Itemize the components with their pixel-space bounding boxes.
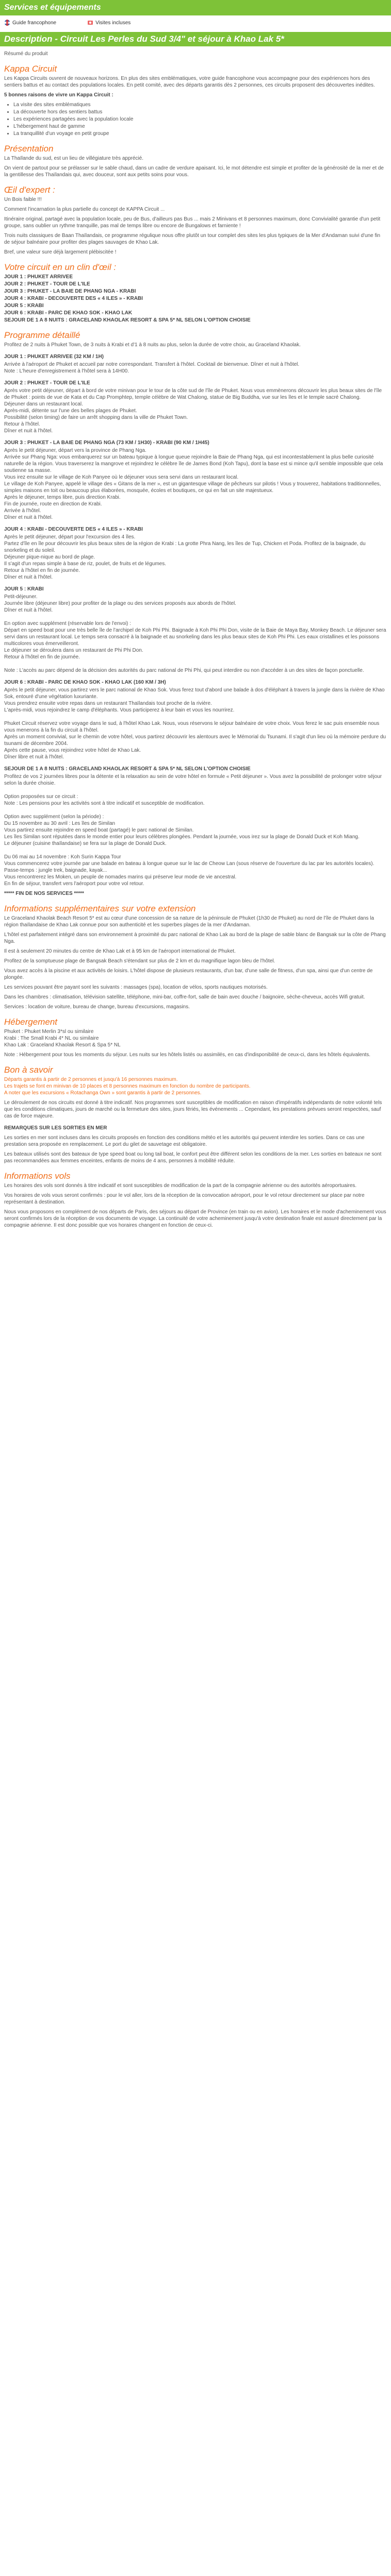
itinerary-day: JOUR 4 : KRABI - DECOUVERTE DES « 4 ILES » - KRABI	[4, 296, 143, 301]
day-text: Profitez de vos 2 journées libres pour la détente et la relaxation au sein de votre hôtel en formule « Petit déjeuner ». Vous avez la possibilité de prolonger votre séjour selon la durée choisie. Option proposées sur ce circuit : Note : Les pensions pour les activités sont à titre indicatif et susceptible de modification. Option avec supplément (selon la période) : Du 15 novembre au 30 avril : Les îles de Similan Vous partirez ensuite rejoindre en speed boat (partagé) le parc national de Similan. Les îles Similan sont réputées dans le monde entier pour leurs célèbres plongées. Pendant la journée, vous irez sur la plage de Donald Duck et Koh Miang. Le déjeuner (cuisine thaïlandaise) se fera sur la plage de Donald Duck. Du 06 mai au 14 novembre : Koh Surin Kappa Tour Vous commencerez votre journée par une balade en bateau à longue queue sur le lac de Cheow Lan (sous réserve de l'ouverture du lac par les autorités locales). Passe-temps : jungle trek, baignade, kayak... Vous rencontrerez les Moken, un peuple de nomades marins qui préserve leur mode de vie ancestral. En fin de séjour, transfert vers l'aéroport pour votre vol retour.	[4, 774, 382, 887]
programme-title: Programme détaillé	[4, 330, 80, 340]
itinerary-day: JOUR 5 : KRABI	[4, 303, 44, 309]
remarks-title: REMARQUES SUR LES SORTIES EN MER	[4, 1125, 107, 1131]
day-title: JOUR 1 : PHUKET ARRIVEE (32 KM / 1H)	[4, 354, 104, 360]
programme-day	[4, 586, 387, 674]
flights-title: Informations vols	[4, 1171, 71, 1181]
description-banner: Description - Circuit Les Perles du Sud 3/4" et séjour à Khao Lak 5*	[0, 32, 391, 46]
expert-line: Un Bois faible !!!	[4, 197, 42, 202]
itinerary-list	[4, 274, 387, 324]
presentation-p2: On vient de partout pour se prélasser sur le sable chaud, dans un cadre de verdure apaisant. Ici, le mot détendre est simple et profiter de la générosité de la mer et de la gentillesse des Thaïlandais qui, avec douceur, sont aux petits soins pour vous.	[4, 165, 384, 178]
bon-p: Les sorties en mer sont incluses dans les circuits proposés en fonction des conditions météo et les autorités qui peuvent interdire les sorties. Dans ce cas une prestation sera proposée en remplacement. Le port du gilet de sauvetage est obligatoire.	[4, 1135, 365, 1147]
bon-orange-line: Départs garantis à partir de 2 personnes et jusqu'à 16 personnes maximum.	[4, 1077, 178, 1082]
day-title: JOUR 3 : PHUKET - LA BAIE DE PHANG NGA (73 KM / 1H30) - KRABI (90 KM / 1H45)	[4, 440, 209, 446]
programme-day	[4, 679, 387, 760]
infos-p: Dans les chambres : climatisation, télévision satellite, téléphone, mini-bar, coffre-fort, salle de bain avec douche / baignoire, sèche-cheveux, accès Wifi gratuit.	[4, 994, 365, 1000]
day-title: JOUR 6 : KRABI - PARC DE KHAO SOK - KHAO LAK (160 KM / 3H)	[4, 680, 166, 685]
expert-line: Comment l'incarnation la plus partielle du concept de KAPPA Circuit ...	[4, 207, 165, 212]
expert-line: Bref, une valeur sure déjà largement plébiscitée !	[4, 249, 117, 255]
day-text: Après votre petit déjeuner, départ à bord de votre minivan pour le tour de la côte sud de l'île de Phuket. Nous vous emmènerons découvrir les plus beaux sites de l'île de Phuket : points de vue de Kata et du Cap Promphtep, temple célèbre de Wat Chalong, statue de Big Buddha, vue sur les îles et le temple sacré Chalong. Déjeuner dans un restaurant local. Après-midi, détente sur l'une des belles plages de Phuket. Possibilité (selon timing) de faire un arrêt shopping dans la ville de Phuket Town. Retour à l'hôtel. Dîner et nuit à l'hôtel.	[4, 388, 382, 434]
kappa-intro: Les Kappa Circuits ouvrent de nouveaux horizons. En plus des sites emblématiques, votre guide francophone vous accompagne pour des expériences hors des sentiers battus et au contact des populations locales. En petit comité, avec des départs garantis dès 2 personnes, ces circuits proposent des découvertes inédites.	[4, 76, 375, 88]
infos-p: Vous avez accès à la piscine et aux activités de loisirs. L'hôtel dispose de plusieurs restaurants, d'un bar, d'une salle de fitness, d'un spa, ainsi que d'un centre de plongée.	[4, 968, 373, 980]
programme-day	[4, 380, 387, 434]
expert-line: Trois nuits classiques de Baan Thaïlandais, ce programme régulique nous offre plutôt un tour complet des sites les plus typiques de la Mer d'Andaman suivi d'une fin de séjour balnéaire pour profiter des plages sauvages de Khao Lak.	[4, 233, 381, 245]
list-item: • La tranquillité d'un voyage en petit groupe	[13, 130, 387, 137]
infos-title: Informations supplémentaires sur votre extension	[4, 904, 196, 913]
hebergement-note: Note : Hébergement pour tous les moments du séjour. Les nuits sur les hôtels listés ou assimilés, en cas d'indisponibilité de ceux-ci, dans les hôtels équivalents.	[4, 1052, 371, 1058]
bon-orange-line: Les trajets se font en minivan de 10 places et 8 personnes maximum en fonction du nombre de participants.	[4, 1083, 251, 1089]
list-item: • La visite des sites emblématiques	[13, 101, 387, 108]
itinerary-day: JOUR 3 : PHUKET - LA BAIE DE PHANG NGA - KRABI	[4, 289, 136, 294]
infos-p: Profitez de la somptueuse plage de Bangsak Beach s'étendant sur plus de 2 km et du magnifique lagon bleu de l'hôtel.	[4, 958, 275, 964]
visits-label: Visites incluses	[95, 20, 131, 26]
guide-icon	[4, 20, 10, 26]
list-item: • L'hébergement haut de gamme	[13, 123, 387, 130]
flights-p: Les horaires des vols sont donnés à titre indicatif et sont susceptibles de modification de la part de la compagnie aérienne ou des autorités aéroportuaires.	[4, 1183, 357, 1189]
programme-day	[4, 766, 387, 887]
infos-p: Il est à seulement 20 minutes du centre de Khao Lak et à 95 km de l'aéroport international de Phuket.	[4, 948, 236, 954]
day-text: Après le petit déjeuner, départ pour l'excursion des 4 îles. Partez d'île en île pour découvrir les plus beaux sites de la région de Krabi : La grotte Phra Nang, les îles de Tup, Chicken et Poda. Profitez de la baignade, du snorkeling et du soleil. Déjeuner pique-nique au bord de plage. Il s'agit d'un repas simple à base de riz, poulet, de fruits et de légumes. Retour à l'hôtel en fin de journée. Dîner et nuit à l'hôtel.	[4, 534, 366, 580]
programme-day	[4, 353, 387, 375]
end-of-services: ***** FIN DE NOS SERVICES *****	[4, 891, 84, 896]
guide-chip	[4, 20, 56, 26]
bon-p: Les bateaux utilisés sont des bateaux de type speed boat ou long tail boat, le confort peut être différent selon les conditions de la mer. Les sorties en bateaux ne sont pas recommandées aux femmes enceintes, enfants de moins de 4 ans, personnes à mobilité réduite.	[4, 1151, 382, 1164]
summary-label: Résumé du produit	[4, 51, 48, 57]
bon-p: Le déroulement de nos circuits est donné à titre indicatif. Nos programmes sont susceptibles de modification en raison d'impératifs indépendants de notre volonté tels que les conditions climatiques, jours de marché ou la fermeture des sites, jours fériés, les événements ... Cependant, les prestations prévues seront respectées, sauf cas de force majeure.	[4, 1100, 382, 1119]
presentation-title: Présentation	[4, 144, 54, 154]
guide-label: Guide francophone	[12, 20, 57, 26]
flights-p: Vos horaires de vols vous seront confirmés : pour le vol aller, lors de la réception de la convocation aéroport, pour le vol retour directement sur place par notre représentant à destination.	[4, 1193, 365, 1205]
day-text: Petit-déjeuner. Journée libre (déjeuner libre) pour profiter de la plage ou des services proposés aux abords de l'hôtel. Dîner et nuit à l'hôtel. En option avec supplément (réservable lors de l'envoi) : Départ en speed boat pour une très belle île de l'archipel de Koh Phi Phi. Baignade à Koh Phi Phi Don, visite de la Baie de Maya Bay, Monkey Beach. Le déjeuner sera servi dans un restaurant local. Le temps sera consacré à la baignade et au snorkeling dans les plus beaux sites de Koh Phi Phi. Les eaux cristallines et les poissons multicolores vous émerveilleront. Le déjeuner se déroulera dans un restaurant de Phi Phi Don. Retour à l'hôtel en fin de journée. Note : L'accès au parc dépend de la décision des autorités du parc national de Phi Phi, qui peut interdire ou non d'accéder à un des sites de façon ponctuelle.	[4, 594, 386, 673]
list-item: • Les expériences partagées avec la population locale	[13, 116, 387, 123]
visits-chip	[87, 20, 131, 26]
programme-day	[4, 439, 387, 521]
kappa-reasons-list	[13, 101, 387, 137]
day-text: Arrivée à l'aéroport de Phuket et accueil par notre correspondant. Transfert à l'hôtel. Cocktail de bienvenue. Dîner et nuit à l'hôtel. Note : L'heure d'enregistrement à l'hôtel sera à 14H00.	[4, 362, 300, 374]
expert-title: Œil d'expert :	[4, 185, 55, 195]
services-banner: Services et équipements	[0, 0, 391, 15]
day-title: JOUR 2 : PHUKET - TOUR DE L'ILE	[4, 380, 90, 386]
day-text: Après le petit déjeuner, départ vers la province de Phang Nga. Arrivée sur Phang Nga: vous embarquerez sur un bateau typique à longue queue rejoindre la Baie de Phang Nga, qui est incontestablement la plus belle curiosité naturelle de la région. Vous traverserez la mangrove et rejoindrez le célèbre île de James Bond (Koh Tapu), dont la base est si mince qu'il semble impossible que cela soutienne sa masse. Vous irez ensuite sur le village de Koh Panyee où le déjeuner vous sera servi dans un restaurant local. Le village de Koh Panyee, appelé le village des « Gitans de la mer », est un gigantesque village de pêcheurs sur pilotis ! Vous y trouverez, habitations traditionnelles, simples maisons en toit ou beaucoup plus élaborées, mosquée, écoles et boutiques, ce qui en fait un site majestueux. Après le déjeuner, temps libre, puis direction Krabi. Fin de journée, route en direction de Krabi. Arrivée à l'hôtel. Dîner et nuit à l'hôtel.	[4, 448, 383, 520]
itinerary-title: Votre circuit en un clin d'œil :	[4, 262, 117, 272]
programme-intro: Profitez de 2 nuits à Phuket Town, de 3 nuits à Krabi et d'1 à 8 nuits au plus, selon la durée de votre choix, au Graceland Khaolak.	[4, 342, 301, 348]
infos-p: Les services pouvant être payant sont les suivants : massages (spa), location de vélos, sports nautiques motorisés.	[4, 985, 268, 990]
day-title: JOUR 4 : KRABI - DECOUVERTE DES « 4 ILES » - KRABI	[4, 527, 143, 532]
itinerary-day: JOUR 1 : PHUKET ARRIVEE	[4, 274, 73, 280]
day-title: JOUR 5 : KRABI	[4, 586, 44, 592]
content	[0, 50, 391, 1229]
services-row	[0, 15, 391, 30]
bon-orange-line: A noter que les excursions « Rotachanga Own » sont garantis à partir de 2 personnes.	[4, 1090, 202, 1096]
infos-p: Services : location de voiture, bureau de change, bureau d'excursions, magasins.	[4, 1004, 190, 1010]
day-text: Après le petit déjeuner, vous partirez vers le parc national de Khao Sok. Vous ferez tout d'abord une balade à dos d'éléphant à travers la jungle dans la rivière de Khao Sok, entouré d'une végétation luxuriante. Vous prendrez ensuite votre repas dans un restaurant Thaïlandais tout proche de la rivière. L'après-midi, vous rejoindrez le camp d'éléphants. Vous participerez à leur bain et vous les nourrirez. Phuket Circuit réservez votre voyage dans le sud, à l'hôtel Khao Lak. Nous, vous réservons le séjour balnéaire de votre choix. Vous ferez le sac puis ensemble nous vous menerons à la fin du circuit à l'hôtel. Après un moment convivial, sur le chemin de votre hôtel, vous partirez découvrir les alentours avec le Mémorial du Tsunami. Il s'agit d'un lieu où la mémoire perdure du tsunami de décembre 2004. Après cette pause, vous rejoindrez votre hôtel de Khao Lak. Dîner libre et nuit à l'hôtel.	[4, 687, 386, 760]
flights-p: Nous vous proposons en complément de nos départs de Paris, des séjours au départ de Province (en train ou en avion). Les horaires et le mode d'acheminement vous seront confirmés lors de la réception de vos documents de voyage. La continuité de votre acheminement jusqu'à votre destination finale est assuré directement par la compagnie aérienne. Il est donc possible que vos horaires changent en fonction de ceux-ci.	[4, 1209, 386, 1228]
itinerary-day: JOUR 2 : PHUKET - TOUR DE L'ILE	[4, 281, 90, 287]
page	[0, 0, 391, 1229]
itinerary-day: JOUR 6 : KRABI - PARC DE KHAO SOK - KHAO LAK	[4, 310, 133, 316]
programme-day	[4, 526, 387, 581]
hebergement-line: Khao Lak : Graceland Khaolak Resort & Spa 5* NL	[4, 1042, 121, 1048]
infos-p: L'hôtel est parfaitement intégré dans son environnement à proximité du parc national de Khao Lak au bord de la plage de sable blanc de Bangsak sur la côte de Phang Nga.	[4, 932, 386, 944]
day-title: SEJOUR DE 1 A 8 NUITS : GRACELAND KHAOLAK RESORT & SPA 5* NL SELON L'OPTION CHOISIE	[4, 766, 251, 772]
hebergement-line: Phuket : Phuket Merlin 3*sl ou similaire	[4, 1029, 94, 1035]
itinerary-day: SEJOUR DE 1 A 8 NUITS : GRACELAND KHAOLAK RESORT & SPA 5* NL SELON L'OPTION CHOISIE	[4, 317, 251, 323]
hebergement-line: Krabi : The Small Krabi 4* NL ou similaire	[4, 1036, 99, 1041]
presentation-p1: La Thaïlande du sud, est un lieu de villégiature très apprécié.	[4, 156, 143, 161]
list-item: • La découverte hors des sentiers battus	[13, 109, 387, 115]
kappa-reasons-title: 5 bonnes raisons de vivre un Kappa Circuit :	[4, 92, 113, 98]
kappa-title: Kappa Circuit	[4, 64, 57, 74]
hebergement-title: Hébergement	[4, 1017, 58, 1027]
visits-icon	[87, 20, 93, 26]
bon-a-savoir-title: Bon à savoir	[4, 1065, 53, 1075]
expert-line: Itinéraire original, partagé avec la population locale, peu de Bus, d'ailleurs pas Bus ... mais 2 Minivans et 8 personnes maximum, donc Convivialité garantie d'un petit groupe, sans oublier un rythme tranquille, pas mal de temps libre ou encore de Bungalows et farniente !	[4, 216, 381, 229]
infos-p: Le Graceland Khaolak Beach Resort 5* est au cœur d'une concession de sa nature de la péninsule de Phuket (1h30 de Phuket) au nord de l'île de Phuket dans la région thaïlandaise de Khao Lak connue pour son authenticité et les superbes plages de la mer d'Andaman.	[4, 916, 374, 928]
